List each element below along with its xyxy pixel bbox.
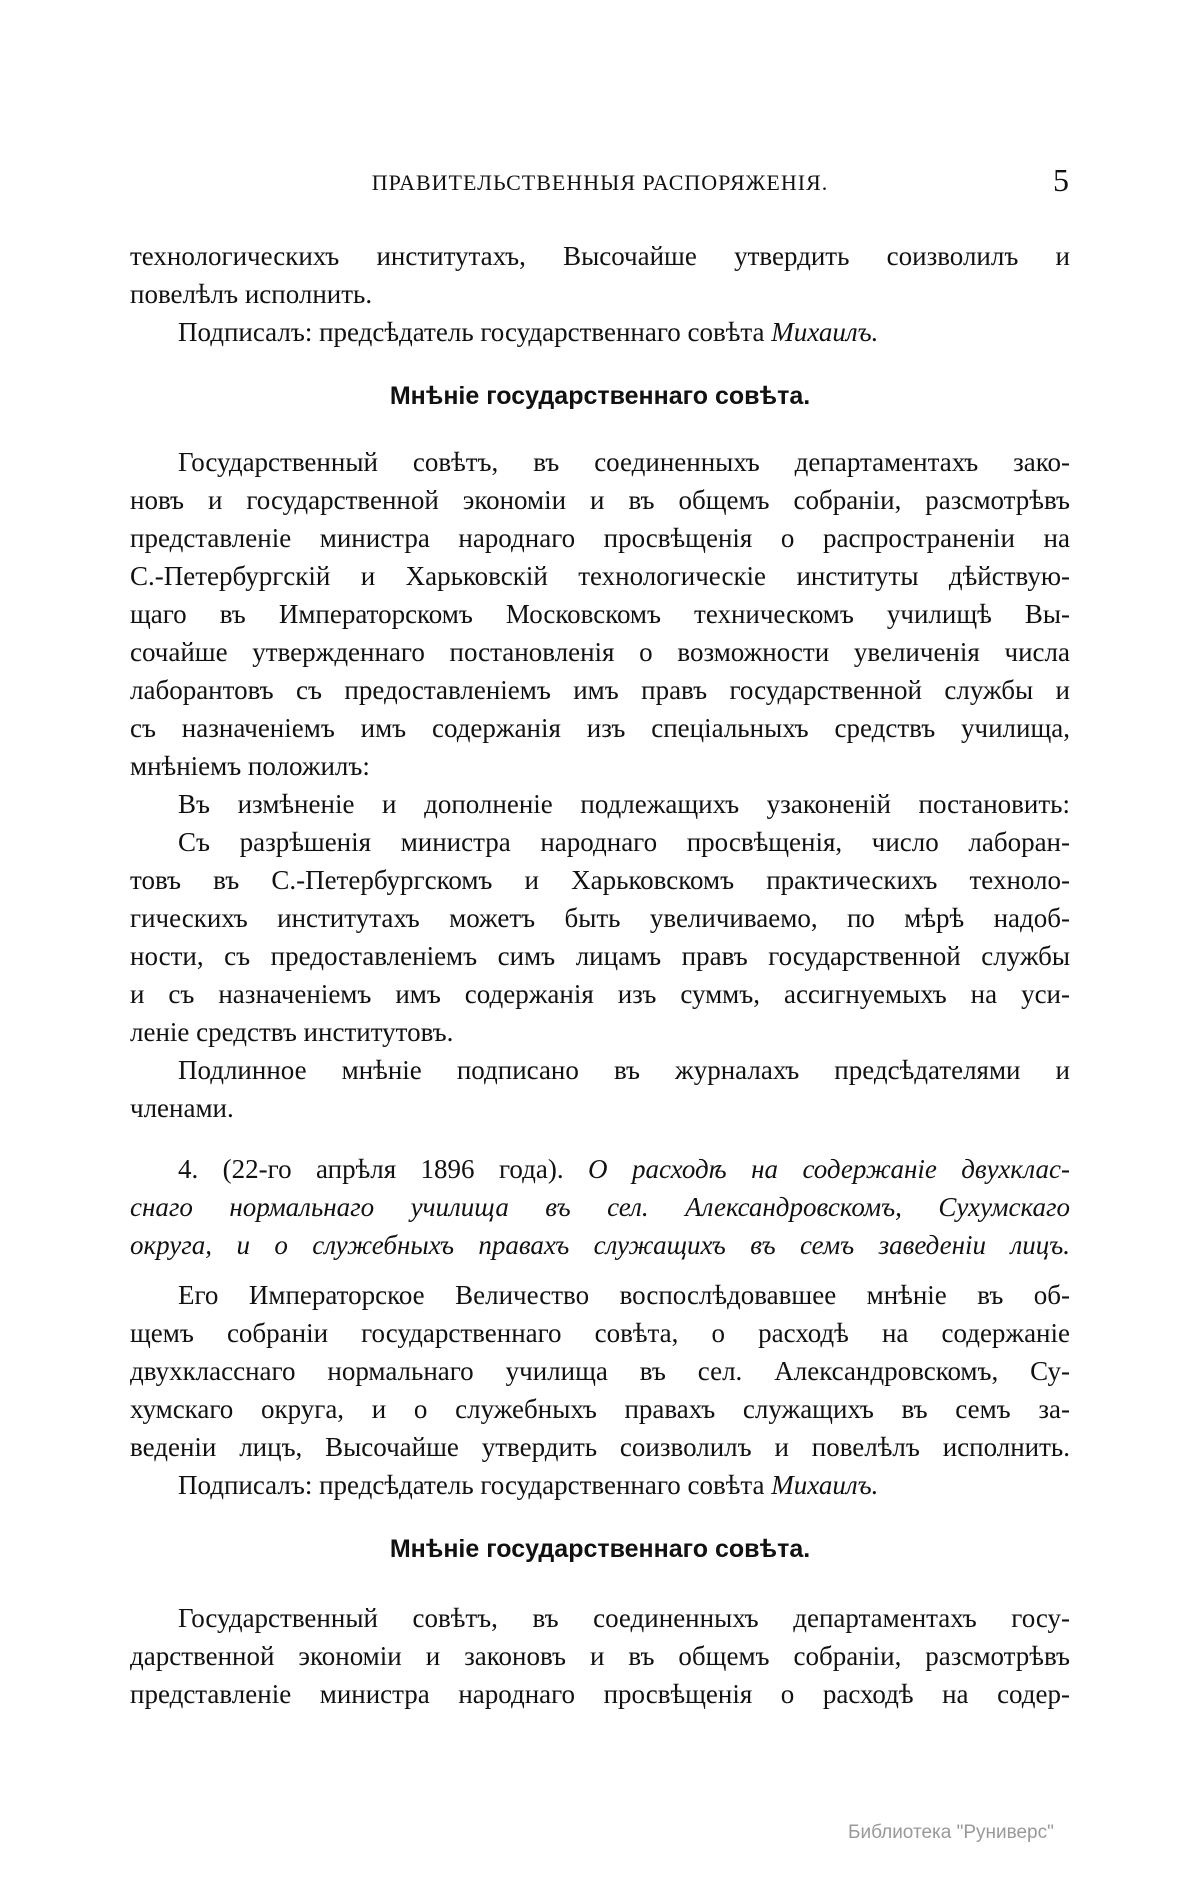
signature-text: Подписалъ: предсѣдатель государственнаго совѣта bbox=[178, 317, 765, 347]
section-title: О расходѣ на содержаніе двухклас- bbox=[588, 1154, 1071, 1184]
text-line: щемъ собраніи государственнаго совѣта, о расходѣ на содержаніе bbox=[130, 1318, 1070, 1348]
text-line: членами. bbox=[130, 1093, 234, 1123]
running-title: ПРАВИТЕЛЬСТВЕННЫЯ РАСПОРЯЖЕНІЯ. bbox=[371, 170, 829, 195]
paragraph-continuation bbox=[130, 237, 1070, 313]
text-line: веденіи лицъ, Высочайше утвердить соизволилъ и повелѣлъ исполнить. bbox=[130, 1432, 1070, 1462]
text-line: технологическихъ институтахъ, Высочайше утвердить соизволилъ и bbox=[130, 241, 1070, 271]
text-line: мнѣніемъ положилъ: bbox=[130, 751, 370, 781]
text-line: щаго въ Императорскомъ Московскомъ техническомъ училищѣ Вы- bbox=[130, 599, 1070, 629]
paragraph bbox=[130, 1276, 1070, 1504]
running-header bbox=[130, 162, 1070, 206]
section-title: округа, и о служебныхъ правахъ служащихъ въ семъ заведеніи лицъ. bbox=[130, 1230, 1070, 1260]
signatory-name: Михаилъ. bbox=[771, 1470, 879, 1500]
text-line: Его Императорское Величество воспослѣдовавшее мнѣніе въ об- bbox=[178, 1280, 1070, 1310]
text-line: Государственный совѣтъ, въ соединенныхъ департаментахъ зако- bbox=[178, 447, 1070, 477]
text-line: Государственный совѣтъ, въ соединенныхъ департаментахъ госу- bbox=[178, 1603, 1070, 1633]
text-line: леніе средствъ институтовъ. bbox=[130, 1017, 454, 1047]
text-line: повелѣлъ исполнить. bbox=[130, 279, 373, 309]
section-heading: Мнѣніе государственнаго совѣта. bbox=[389, 1535, 811, 1563]
text-line: Въ измѣненіе и дополненіе подлежащихъ узаконеній постановить: bbox=[178, 789, 1070, 819]
signatory-name: Михаилъ. bbox=[771, 317, 879, 347]
text-line: гическихъ институтахъ можетъ быть увеличиваемо, по мѣрѣ надоб- bbox=[130, 903, 1070, 933]
text-line: двухкласснаго нормальнаго училища въ сел. Александровскомъ, Су- bbox=[130, 1356, 1070, 1386]
text-line: новъ и государственной экономіи и въ общемъ собраніи, разсмотрѣвъ bbox=[130, 485, 1070, 515]
text-line: Съ разрѣшенія министра народнаго просвѣщенія, число лаборан- bbox=[178, 827, 1070, 857]
text-line: С.-Петербургскій и Харьковскій технологическіе институты дѣйствую- bbox=[130, 561, 1070, 591]
section-title: снаго нормальнаго училища въ сел. Александровскомъ, Сухумскаго bbox=[130, 1192, 1070, 1222]
text-line: сочайше утвержденнаго постановленія о возможности увеличенія числа bbox=[130, 637, 1070, 667]
text-line: съ назначеніемъ имъ содержанія изъ спеціальныхъ средствъ училища, bbox=[130, 713, 1070, 743]
library-watermark: Библиотека "Руниверс" bbox=[848, 1822, 1054, 1843]
text-line: представленіе министра народнаго просвѣщенія о распространеніи на bbox=[130, 523, 1070, 553]
text-line: представленіе министра народнаго просвѣщенія о расходѣ на содер- bbox=[130, 1679, 1070, 1709]
text-line: и съ назначеніемъ имъ содержанія изъ суммъ, ассигнуемыхъ на уси- bbox=[130, 979, 1070, 1009]
text-line: Подлинное мнѣніе подписано въ журналахъ предсѣдателями и bbox=[178, 1055, 1070, 1085]
page-number: 5 bbox=[1053, 162, 1070, 198]
signature-text: Подписалъ: предсѣдатель государственнаго совѣта bbox=[178, 1470, 765, 1500]
paragraph bbox=[130, 1599, 1070, 1713]
paragraph bbox=[130, 443, 1070, 1127]
signature-line bbox=[130, 313, 1070, 351]
section-number-date: 4. (22-го апрѣля 1896 года). bbox=[178, 1154, 564, 1184]
text-line: ности, съ предоставленіемъ симъ лицамъ правъ государственной службы bbox=[130, 941, 1070, 971]
text-line: хумскаго округа, и о служебныхъ правахъ служащихъ въ семъ за- bbox=[130, 1394, 1070, 1424]
text-line: дарственной экономіи и законовъ и въ общемъ собраніи, разсмотрѣвъ bbox=[130, 1641, 1070, 1671]
section-heading: Мнѣніе государственнаго совѣта. bbox=[389, 382, 811, 410]
text-line: лаборантовъ съ предоставленіемъ имъ правъ государственной службы и bbox=[130, 675, 1070, 705]
section-4-title bbox=[130, 1150, 1070, 1264]
text-line: товъ въ С.-Петербургскомъ и Харьковскомъ практическихъ техноло- bbox=[130, 865, 1070, 895]
